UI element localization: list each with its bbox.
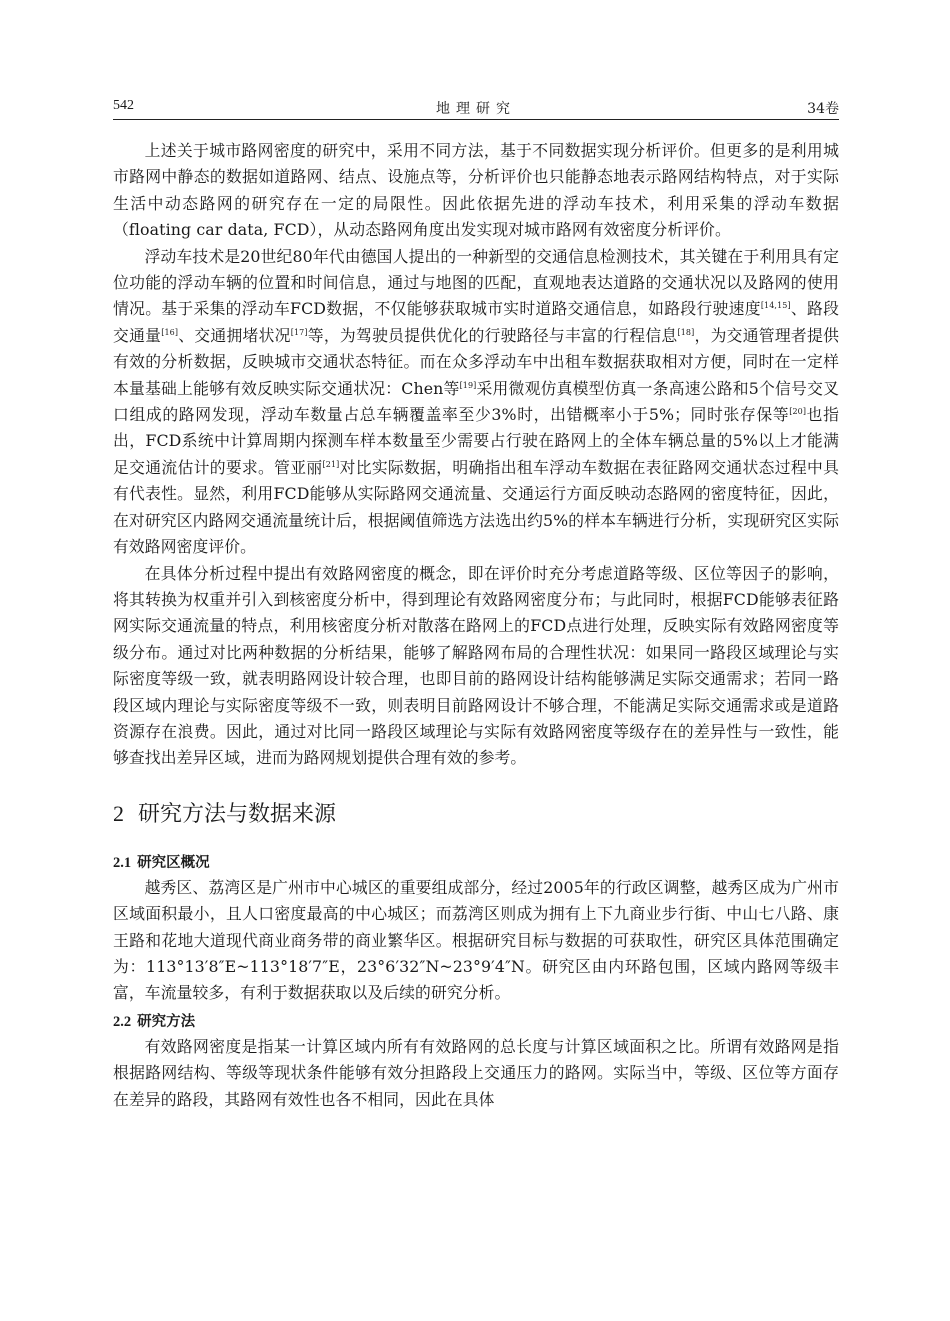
- citation: [14,15]: [760, 301, 791, 311]
- page-number: 542: [113, 98, 134, 113]
- text-run: 等，为驾驶员提供优化的行驶路径与丰富的行程信息: [307, 325, 678, 345]
- section-number: 2: [113, 800, 124, 826]
- paragraph-effective-density-concept: 在具体分析过程中提出有效路网密度的概念，即在评价时充分考虑道路等级、区位等因子的影响，将其转换为权重并引入到核密度分析中，得到理论有效路网密度分布；与此同时，根据FCD能够表征路网实际交通流量的特点，利用核密度分析对散落在路网上的FCD点进行处理，反映实际有效路网密度等级分布。通过对比两种数据的分析结果，能够了解路网布局的合理性状况：如果同一路段区域理论与实际密度等级一致，就表明路网设计较合理，也即目前的路网设计结构能够满足实际交通需求；若同一路段区域内理论与实际密度等级不一致，则表明目前路网设计不够合理，不能满足实际交通需求或是道路资源存在浪费。因此，通过对比同一路段区域理论与实际有效路网密度等级存在的差异性与一致性，能够查找出差异区域，进而为路网规划提供合理有效的参考。: [113, 563, 839, 768]
- text-run: 也指出，FCD系统中计算周期内探测车样本数量至少需要占行驶在路网上的全体车辆总量的5%以上才能满足交通流估计的要求。管亚丽: [113, 405, 839, 477]
- subsection-number: 2.1: [113, 854, 132, 871]
- citation: [16]: [161, 327, 179, 337]
- paragraph-study-area: 越秀区、荔湾区是广州市中心城区的重要组成部分，经过2005年的行政区调整，越秀区成为广州市区域面积最小，且人口密度最高的中心城区；而荔湾区则成为拥有上下九商业步行街、中山七八路、康王路和花地大道现代商业商务带的商业繁华区。根据研究目标与数据的可获取性，研究区具体范围确定为：113°13′8″E~113°18′7″E，23°6′32″N~23°9′4″N。研究区由内环路包围，区域内路网等级丰富，车流量较多，有利于数据获取以及后续的研究分析。: [113, 877, 839, 1003]
- paper-page: [113, 95, 839, 1113]
- journal-title: 地理研究: [436, 101, 516, 117]
- section-title: 研究方法与数据来源: [138, 801, 337, 827]
- paragraph-floating-car-technology: [113, 244, 839, 561]
- text-run: ，为交通管理者提供有效的分析数据，反映城市交通状态特征。而在众多浮动车中出租车数据获取相对方便，同时在一定样本量基础上能够有效反映实际交通状况：Chen等: [113, 325, 839, 398]
- paragraph-methods: 有效路网密度是指某一计算区域内所有有效路网的总长度与计算区域面积之比。所谓有效路网是指根据路网结构、等级等现状条件能够有效分担路段上交通压力的路网。实际当中，等级、区位等方面存在差异的路段，其路网有效性也各不相同，因此在具体: [113, 1036, 839, 1109]
- citation: [17]: [290, 327, 308, 337]
- text-run: 采用微观仿真模型仿真一条高速公路和5个信号交叉口组成的路网发现，浮动车数量占总车辆覆盖率至少3%时，出错概率小于5%；同时张存保等: [113, 378, 839, 425]
- subsection-heading-study-area: [113, 851, 839, 875]
- text-run: 对比实际数据，明确指出租车浮动车数据在表征路网交通状态过程中具有代表性。显然，利用FCD能够从实际路网交通流量、交通运行方面反映动态路网的密度特征，因此，在对研究区内路网交通流量统计后，根据阈值筛选方法选出约5%的样本车辆进行分析，实现研究区实际有效路网密度评价。: [113, 457, 839, 557]
- text-run: 、路段交通量: [113, 299, 839, 345]
- article-body: [113, 138, 839, 1113]
- running-header: [113, 95, 839, 120]
- subsection-heading-methods: [113, 1010, 839, 1034]
- citation: [21]: [322, 459, 340, 469]
- text-run: 、交通拥堵状况: [178, 325, 291, 345]
- citation: [20]: [789, 407, 807, 417]
- subsection-number: 2.2: [113, 1013, 132, 1030]
- volume-label: 34卷: [807, 101, 839, 117]
- text-run: 浮动车技术是20世纪80年代由德国人提出的一种新型的交通信息检测技术，其关键在于利用具有定位功能的浮动车辆的位置和时间信息，通过与地图的匹配，直观地表达道路的交通状况以及路网的使用情况。基于采集的浮动车FCD数据，不仅能够获取城市实时道路交通信息，如路段行驶速度: [113, 246, 839, 319]
- citation: [18]: [677, 327, 695, 337]
- citation: [19]: [459, 380, 477, 390]
- section-heading: [113, 794, 839, 835]
- subsection-title: 研究方法: [137, 1013, 196, 1030]
- subsection-title: 研究区概况: [137, 854, 210, 871]
- paragraph-intro-limitations: 上述关于城市路网密度的研究中，采用不同方法，基于不同数据实现分析评价。但更多的是利用城市路网中静态的数据如道路网、结点、设施点等，分析评价也只能静态地表示路网结构特点，对于实际生活中动态路网的研究存在一定的局限性。因此依据先进的浮动车技术，利用采集的浮动车数据（floating car data, FCD），从动态路网角度出发实现对城市路网有效密度分析评价。: [113, 141, 839, 240]
